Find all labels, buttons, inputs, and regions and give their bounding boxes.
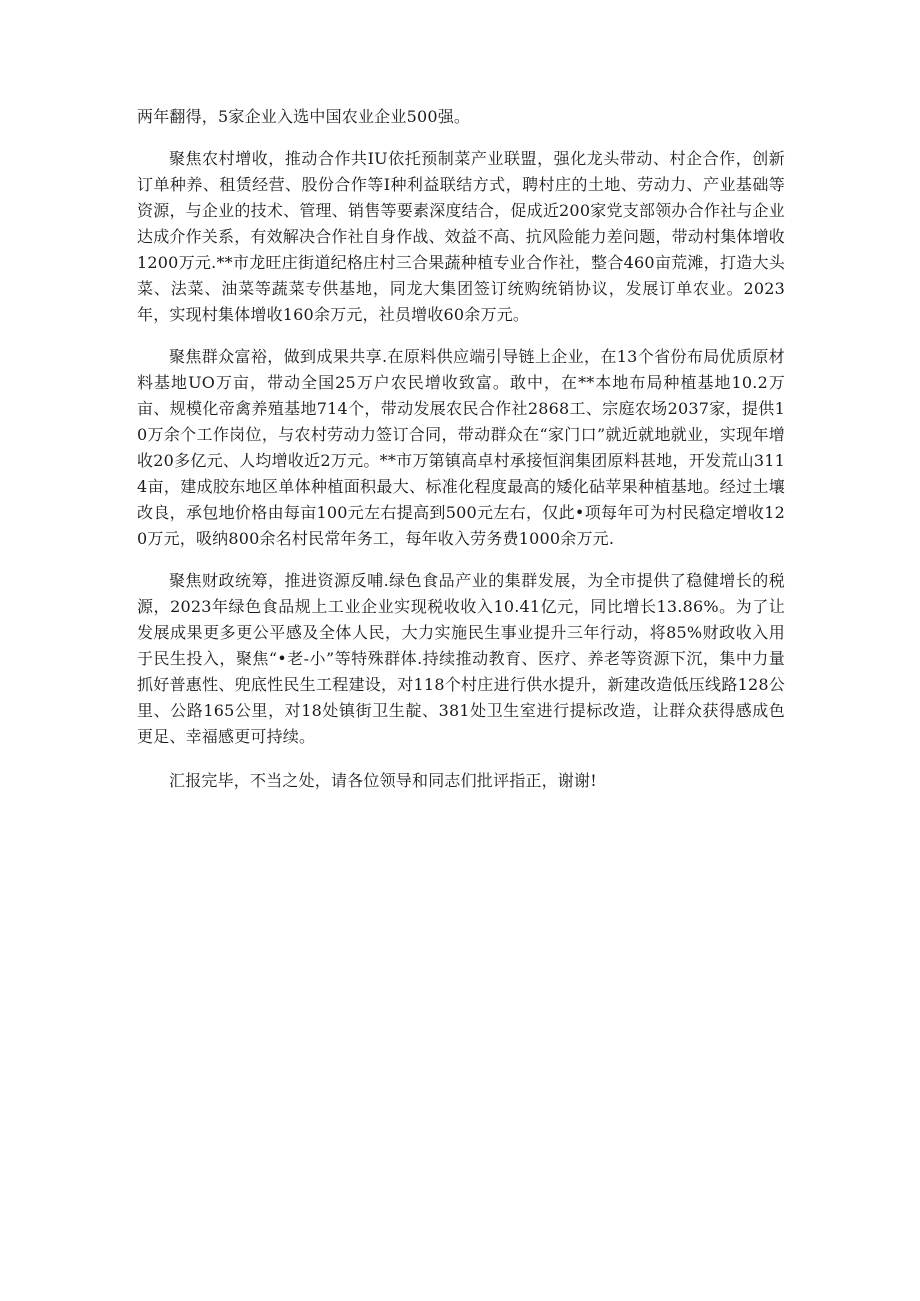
paragraph-fiscal-coordination: 聚焦财政统筹，推进资源反哺.绿色食品产业的集群发展，为全市提供了稳健增长的税源，2023年绿色食品规上工业企业实现税收收入10.41亿元，同比增长13.86%。为了让发展成果更多更公平感及全体人民，大力实施民生事业提升三年行动，将85%财政收入用于民生投入，聚焦“•老-小”等特殊群体.持续推动教育、医疗、养老等资源下沉，集中力量抓好普惠性、兜底性民生工程建设，对118个村庄进行供水提升，新建改造低压线路128公里、公路165公里，对18处镇街卫生靛、381处卫生室进行提标改造，让群众获得感成色更足、幸福感更可持续。 — [137, 571, 785, 746]
paragraph-rural-income: 聚焦农村增收，推动合作共IU依托预制菜产业联盟，强化龙头带动、村企合作，创新订单种养、租赁经营、股份合作等I种利益联结方式，聘村庄的土地、劳动力、产业基础等资源，与企业的技术、管理、销售等要素深度结合，促成近200家党支部领办合作社与企业达成介作关系，有效解决合作社自身作战、效益不高、抗风险能力差问题，带动村集体增收1200万元.**市龙旺庄街道纪格庄村三合果蔬种植专业合作社，整合460亩荒滩，打造大头菜、法菜、油菜等蔬菜专供基地，同龙大集团签订统购统销协议，发展订单农业。2023年，实现村集体增收160余万元，社员增收60余万元。 — [137, 149, 786, 324]
paragraph-continuation: 两年翻得，5家企业入选中国农业企业500强。 — [137, 107, 471, 126]
paragraph-common-prosperity: 聚焦群众富裕，做到成果共享.在原料供应端引导链上企业，在13个省份布局优质原材料基地UO万亩，带动全国25万户农民增收致富。敢中，在**本地布局种植基地10.2万亩、规模化帝禽养殖基地714个，带动发展农民合作社2868工、宗庭农场2037家，提供10万余个工作岗位，与农村劳动力签订合同，带动群众在“家门口”就近就地就业，实现年增收20多亿元、人均增收近2万元。**市万第镇高卓村承接恒润集团原料甚地，开发荒山3114亩，建成胶东地区单体种植面积最大、标准化程度最高的矮化砧苹果种植基地。经过土壤改良，承包地价格由每亩100元左右提高到500元左右，仅此•项每年可为村民稳定增收120万元，吸纳800余名村民常年务工，每年收入劳务费1000余万元. — [137, 347, 785, 548]
paragraph-closing-remarks: 汇报完毕，不当之处，请各位领导和同志们批评指正，谢谢! — [169, 771, 597, 790]
document-body — [137, 104, 785, 810]
